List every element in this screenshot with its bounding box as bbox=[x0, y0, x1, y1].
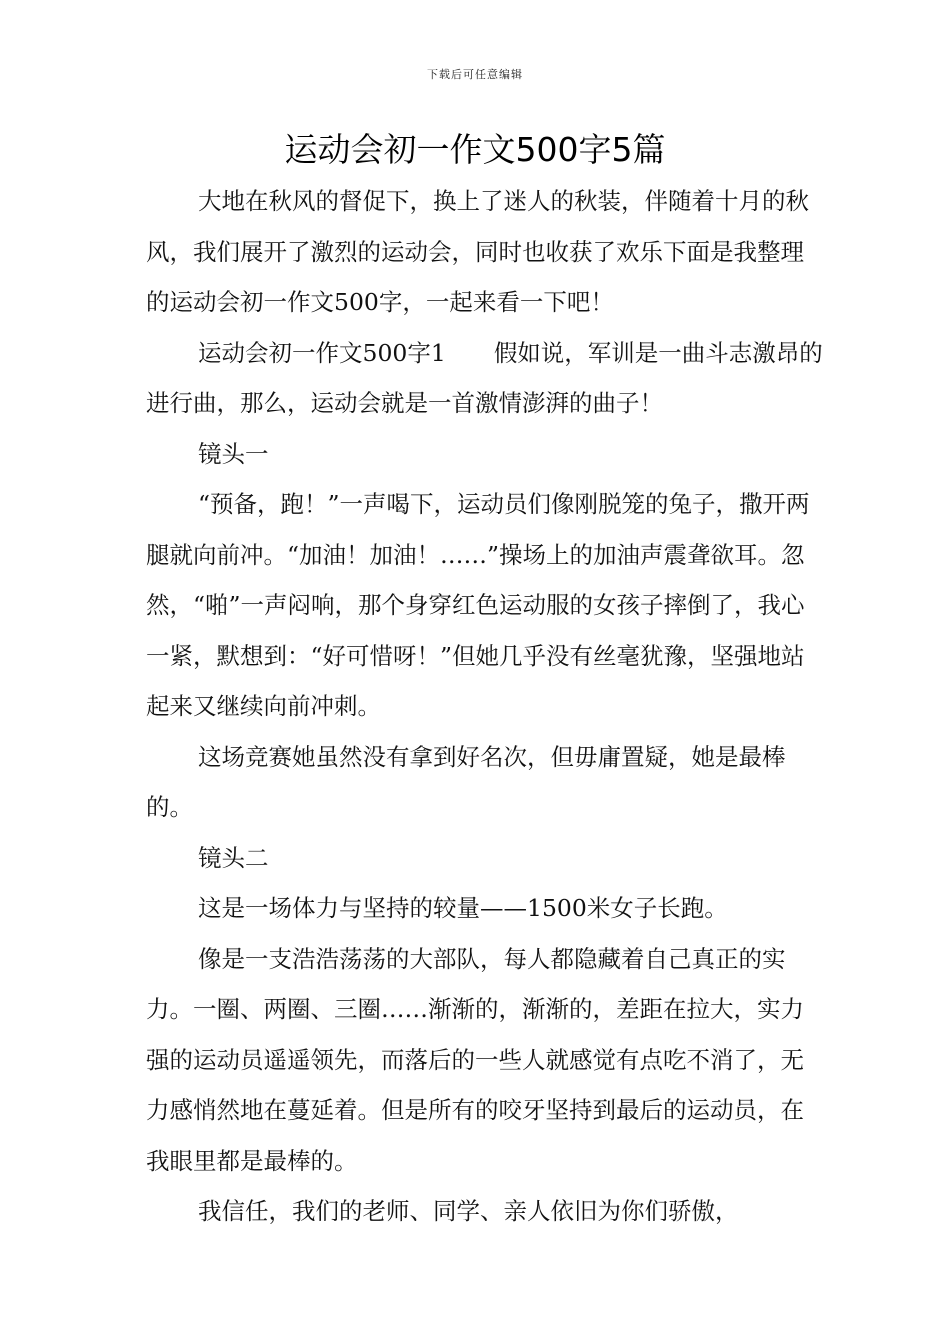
section-1-heading: 镜头一 bbox=[198, 439, 269, 468]
section-1-paragraph-2: 这场竞赛她虽然没有拿到好名次，但毋庸置疑，她是最棒的。 bbox=[146, 742, 786, 821]
intro-paragraph: 大地在秋风的督促下，换上了迷人的秋装，伴随着十月的秋风，我们展开了激烈的运动会，同时也收获了欢乐下面是我整理的运动会初一作文500字，一起来看一下吧！ bbox=[146, 187, 809, 316]
essay-1-paragraph bbox=[146, 328, 826, 429]
section-2-paragraph-1: 这是一场体力与坚持的较量——1500米女子长跑。 bbox=[198, 894, 728, 922]
section-2-paragraph-2: 像是一支浩浩荡荡的大部队，每人都隐藏着自己真正的实力。一圈、两圈、三圈……渐渐的，渐渐的，差距在拉大，实力强的运动员遥遥领先，而落后的一些人就感觉有点吃不消了，无力感悄然地在蔓延着。但是所有的咬牙坚持到最后的运动员，在我眼里都是最棒的。 bbox=[146, 944, 804, 1175]
header-note: 下载后可任意编辑 bbox=[427, 68, 523, 81]
section-1-paragraph-1: “预备，跑！”一声喝下，运动员们像刚脱笼的兔子，撒开两腿就向前冲。“加油！加油！……”操场上的加油声震聋欲耳。忽然，“啪”一声闷响，那个身穿红色运动服的女孩子摔倒了，我心一紧，默想到：“好可惜呀！”但她几乎没有丝毫犹豫，坚强地站起来又继续向前冲刺。 bbox=[146, 490, 810, 720]
section-2-paragraph-3: 我信任，我们的老师、同学、亲人依旧为你们骄傲， bbox=[198, 1197, 739, 1225]
essay-1-heading: 运动会初一作文500字1 bbox=[198, 338, 446, 367]
essay-1-opening: 假如说，军训是一曲斗志激昂的进行曲，那么，运动会就是一首激情澎湃的曲子！ bbox=[146, 338, 823, 417]
document-body bbox=[146, 176, 826, 1237]
document-title: 运动会初一作文500字5篇 bbox=[284, 130, 666, 169]
section-2-heading: 镜头二 bbox=[198, 843, 269, 872]
